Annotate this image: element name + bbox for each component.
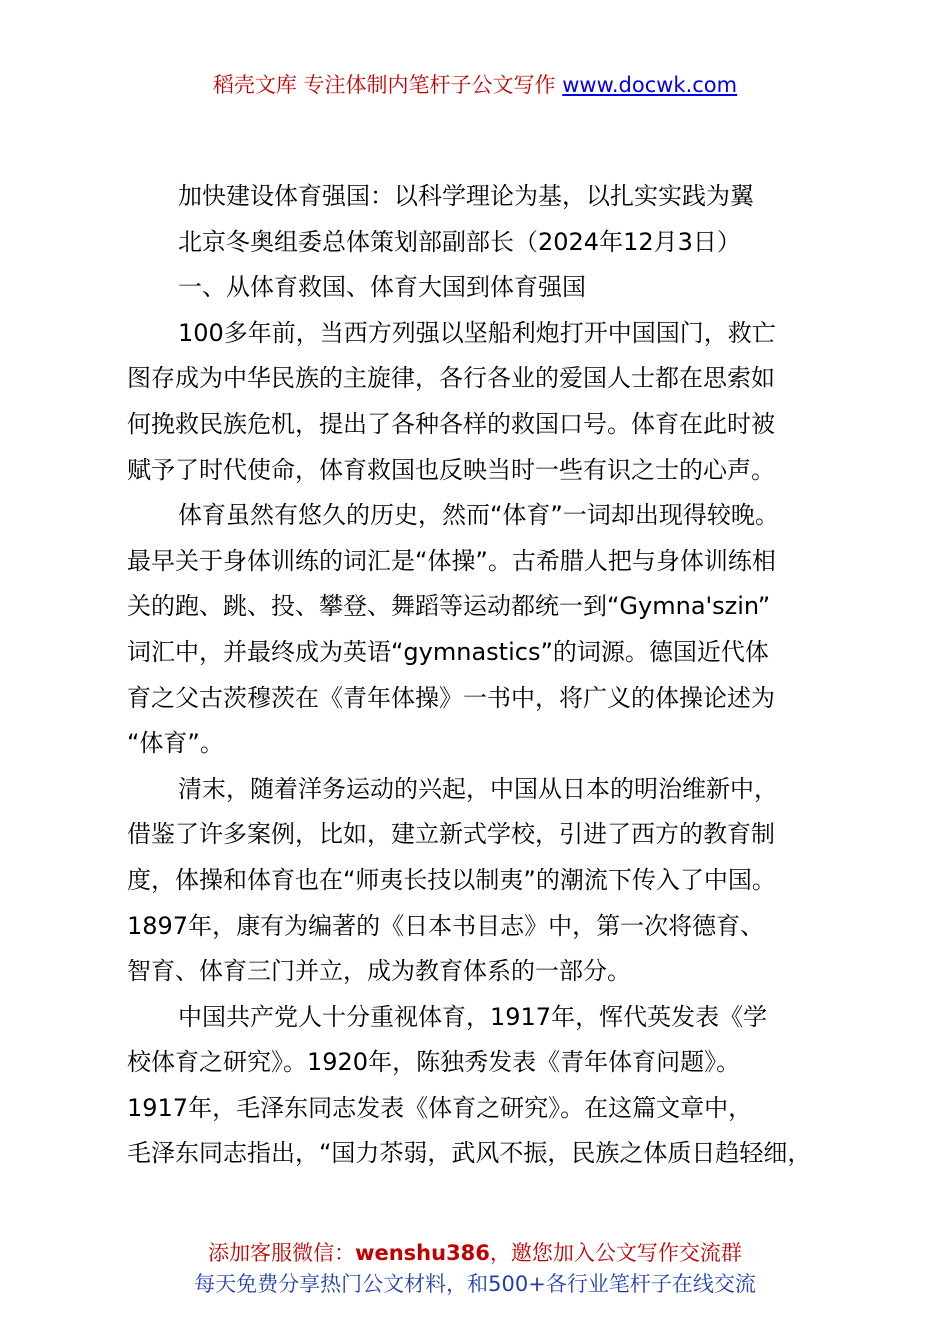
footer-contact-prefix: 添加客服微信： xyxy=(208,1241,356,1265)
page-footer xyxy=(0,1238,950,1300)
paragraph-line: 度，体操和体育也在“师夷长技以制夷”的潮流下传入了中国。 xyxy=(127,865,776,894)
paragraph-line: 最早关于身体训练的词汇是“体操”。古希腊人把与身体训练相 xyxy=(127,546,776,575)
paragraph-line: 毛泽东同志指出，“国力苶弱，武风不振，民族之体质日趋轻细， xyxy=(127,1139,812,1168)
paragraph-4 xyxy=(127,995,849,1177)
paragraph-line: 中国共产党人十分重视体育，1917年，恽代英发表《学 xyxy=(178,1002,768,1031)
footer-promo-line: 每天免费分享热门公文材料，和500+各行业笔杆子在线交流 xyxy=(194,1272,756,1296)
paragraph-line: 清末，随着洋务运动的兴起，中国从日本的明治维新中， xyxy=(178,774,778,803)
paragraph-line: 智育、体育三门并立，成为教育体系的一部分。 xyxy=(127,957,631,986)
paragraph-line: 100多年前，当西方列强以坚船利炮打开中国国门，救亡 xyxy=(178,318,776,347)
document-body xyxy=(127,174,849,1177)
document-title: 加快建设体育强国：以科学理论为基，以扎实实践为翼 xyxy=(178,182,754,210)
header-website-link[interactable]: www.docwk.com xyxy=(562,73,738,97)
footer-contact-suffix: ，邀您加入公文写作交流群 xyxy=(489,1241,742,1265)
paragraph-line: 何挽救民族危机，提出了各种各样的救国口号。体育在此时被 xyxy=(127,409,775,438)
footer-wechat-id: wenshu386 xyxy=(355,1241,490,1265)
paragraph-3 xyxy=(127,767,849,995)
section-heading: 一、从体育救国、体育大国到体育强国 xyxy=(178,273,586,302)
document-byline: 北京冬奥组委总体策划部副部长（2024年12月3日） xyxy=(178,227,741,256)
paragraph-line: 借鉴了许多案例，比如，建立新式学校，引进了西方的教育制 xyxy=(127,820,775,849)
header-brand: 稻壳文库 专注体制内笔杆子公文写作 xyxy=(212,73,556,97)
paragraph-line: 1897年，康有为编著的《日本书目志》中，第一次将德育、 xyxy=(127,911,765,940)
paragraph-1 xyxy=(127,311,849,493)
paragraph-line: 词汇中，并最终成为英语“gymnastics”的词源。德国近代体 xyxy=(127,637,769,666)
page-header xyxy=(0,70,950,100)
paragraph-2 xyxy=(127,493,849,767)
paragraph-line: 1917年，毛泽东同志发表《体育之研究》。在这篇文章中， xyxy=(127,1093,753,1122)
paragraph-line: 育之父古茨穆茨在《青年体操》一书中，将广义的体操论述为 xyxy=(127,683,775,712)
paragraph-line: 关的跑、跳、投、攀登、舞蹈等运动都统一到“Gymna'szin” xyxy=(127,592,771,621)
paragraph-line: “体育”。 xyxy=(127,729,224,758)
paragraph-line: 体育虽然有悠久的历史，然而“体育”一词却出现得较晚。 xyxy=(178,501,779,530)
footer-contact-line xyxy=(0,1238,950,1269)
paragraph-line: 图存成为中华民族的主旋律，各行各业的爱国人士都在思索如 xyxy=(127,364,775,393)
paragraph-line: 赋予了时代使命，体育救国也反映当时一些有识之士的心声。 xyxy=(127,455,775,484)
paragraph-line: 校体育之研究》。1920年，陈独秀发表《青年体育问题》。 xyxy=(127,1048,741,1077)
